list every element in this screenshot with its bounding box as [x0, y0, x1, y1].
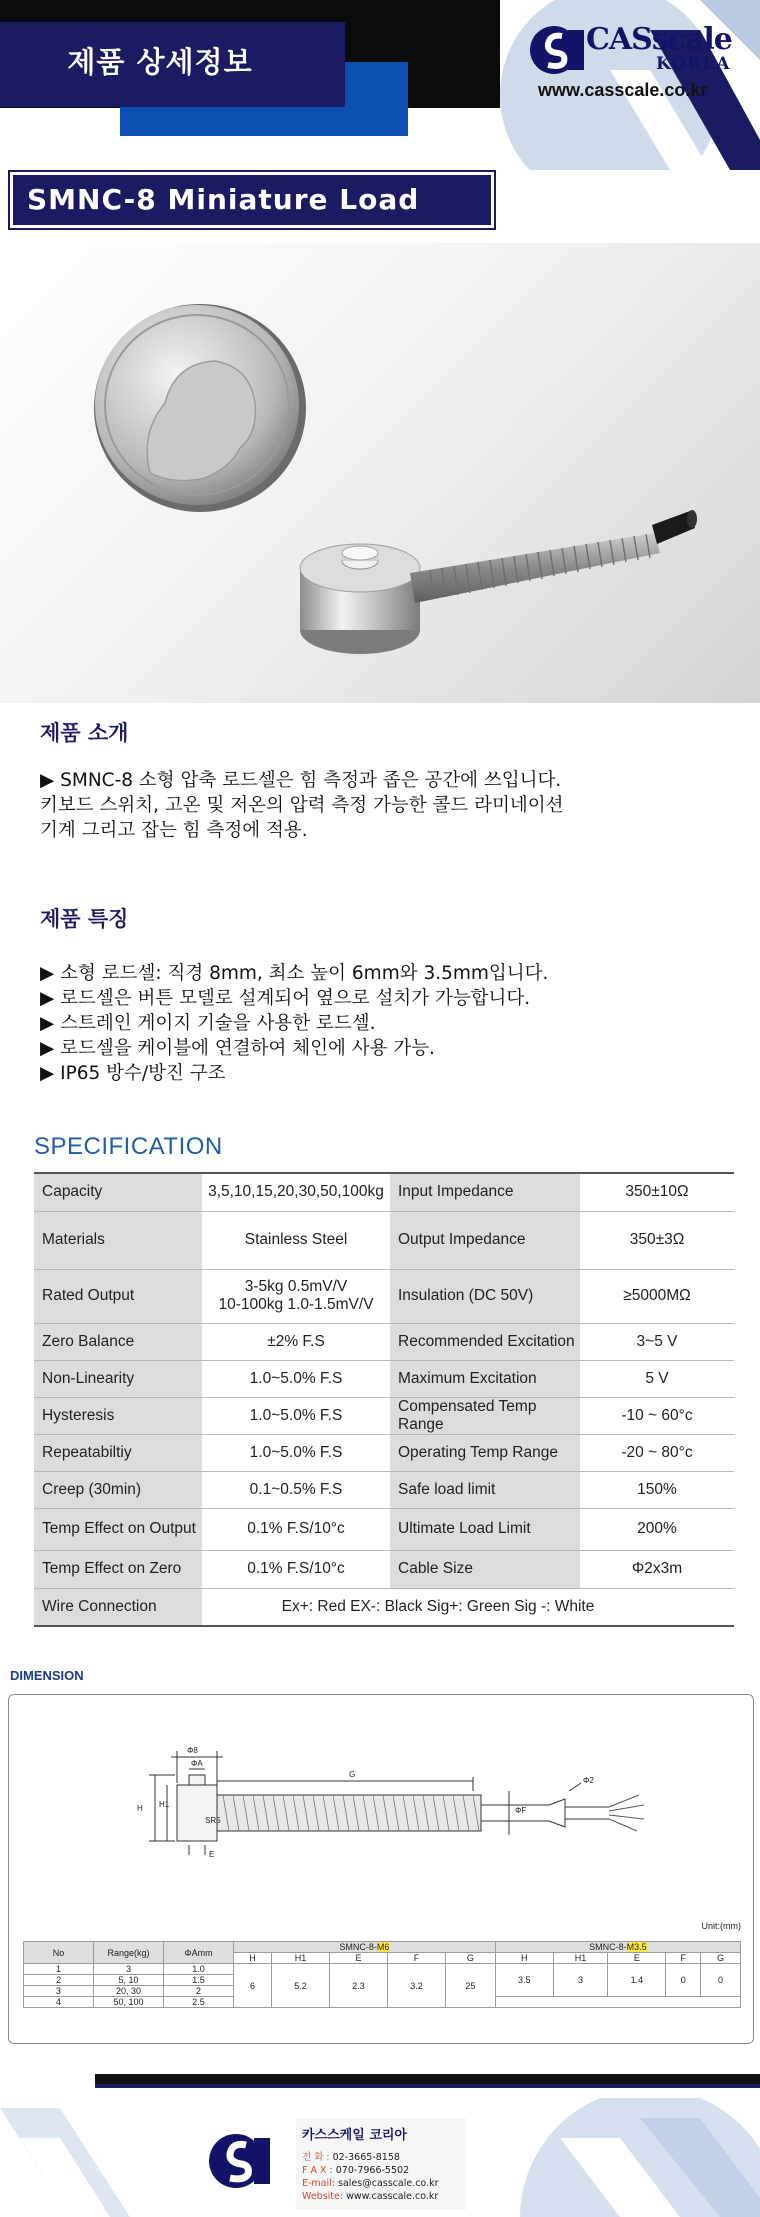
dim-cell: 1.4 [608, 1964, 666, 1997]
dim-cell: 6 [234, 1964, 272, 2008]
table-row [24, 1964, 741, 1975]
footer-cas-logo-icon [208, 2132, 272, 2190]
table-row [24, 1942, 741, 1953]
list-item: ▶ 로드셀은 버튼 모델로 설계되어 옆으로 설치가 가능합니다. [40, 988, 531, 1009]
dim-cell: 1.5 [164, 1975, 234, 1986]
dim-head: Range(kg) [94, 1942, 164, 1964]
dim-head-highlight: M6 [376, 1942, 390, 1952]
spec-value: 200% [580, 1508, 734, 1550]
footer-key: F A X : [302, 2165, 336, 2176]
spec-label: Zero Balance [34, 1323, 202, 1360]
intro-heading: 제품 소개 [40, 721, 129, 745]
spec-value: ±2% F.S [202, 1323, 390, 1360]
spec-label: Rated Output [34, 1269, 202, 1323]
spec-value: 0.1~0.5% F.S [202, 1471, 390, 1508]
product-title: SMNC-8 Miniature Load Cell [13, 175, 491, 225]
spec-label: Materials [34, 1211, 202, 1269]
dim-subhead: E [330, 1953, 388, 1964]
table-row [34, 1323, 734, 1360]
dim-cell: 5.2 [272, 1964, 330, 2008]
intro-line: ▶ SMNC-8 소형 압축 로드셀은 힘 측정과 좁은 공간에 쓰입니다. [40, 770, 562, 791]
spec-heading: SPECIFICATION [34, 1133, 223, 1160]
footer-company: 카스스케일 코리아 [302, 2128, 407, 2143]
list-item: ▶ 스트레인 게이지 기술을 사용한 로드셀. [40, 1013, 376, 1034]
dim-subhead: H [234, 1953, 272, 1964]
spec-value: Stainless Steel [202, 1211, 390, 1269]
spec-label: Operating Temp Range [390, 1434, 580, 1471]
dim-cell: 3 [553, 1964, 608, 1997]
spec-value-wire: Ex+: Red EX-: Black Sig+: Green Sig -: White [202, 1588, 734, 1626]
page-title: 제품 상세정보 [67, 45, 253, 79]
footer-website[interactable] [302, 2190, 460, 2203]
footer-rule-accent [95, 2084, 760, 2088]
spec-value: 0.1% F.S/10°c [202, 1550, 390, 1588]
spec-value: -20 ~ 80°c [580, 1434, 734, 1471]
spec-label: Output Impedance [390, 1211, 580, 1269]
dim-cell: 2.3 [330, 1964, 388, 2008]
spec-value: 3~5 V [580, 1323, 734, 1360]
dim-cell: 50, 100 [94, 1997, 164, 2008]
spec-value: 1.0~5.0% F.S [202, 1434, 390, 1471]
dim-label: Φ2 [583, 1776, 594, 1785]
table-row [34, 1550, 734, 1588]
dim-head-highlight: M3.5 [626, 1942, 647, 1952]
spec-label: Safe load limit [390, 1471, 580, 1508]
footer-email[interactable] [302, 2177, 460, 2190]
dim-head-prefix: SMNC-8- [339, 1942, 377, 1952]
dim-head-m35 [495, 1942, 740, 1953]
spec-label: Temp Effect on Output [34, 1508, 202, 1550]
spec-value [202, 1269, 390, 1323]
spec-label: Temp Effect on Zero [34, 1550, 202, 1588]
spec-value: -10 ~ 60°c [580, 1397, 734, 1434]
dim-cell: 0 [701, 1964, 741, 1997]
list-item: ▶ 로드셀을 케이블에 연결하여 체인에 사용 가능. [40, 1038, 435, 1059]
footer-contact [296, 2118, 466, 2210]
dim-subhead: G [446, 1953, 496, 1964]
dim-label: Φ8 [187, 1746, 198, 1755]
footer-key: E-mail: [302, 2178, 339, 2189]
dim-head-m6 [234, 1942, 496, 1953]
dim-label: H [137, 1804, 143, 1813]
table-row [34, 1269, 734, 1323]
table-row [34, 1434, 734, 1471]
dim-label: H1 [159, 1800, 170, 1809]
footer-rule [95, 2074, 760, 2084]
dim-cell: 3.5 [495, 1964, 553, 1997]
cas-logo-mark-icon [528, 24, 586, 76]
footer-key: 전 화 : [302, 2152, 333, 2163]
dim-subhead: H1 [553, 1953, 608, 1964]
features-list [40, 961, 720, 1086]
spec-value-line: 3-5kg 0.5mV/V [244, 1278, 348, 1295]
cas-logo[interactable] [528, 20, 758, 102]
table-row [34, 1508, 734, 1550]
dimension-panel [8, 1694, 754, 2044]
spec-value: 5 V [580, 1360, 734, 1397]
dim-label: ΦA [191, 1759, 203, 1768]
footer-value: 02-3665-8158 [332, 2152, 400, 2163]
dim-subhead: G [701, 1953, 741, 1964]
footer-value[interactable]: sales@casscale.co.kr [338, 2178, 439, 2189]
dim-subhead: E [608, 1953, 666, 1964]
spec-label: Maximum Excitation [390, 1360, 580, 1397]
dim-cell: 2.5 [164, 1997, 234, 2008]
dim-cell: 3 [24, 1986, 94, 1997]
dim-subhead: F [388, 1953, 446, 1964]
spec-value: 150% [580, 1471, 734, 1508]
spec-label: Cable Size [390, 1550, 580, 1588]
spec-label: Compensated Temp Range [390, 1397, 580, 1434]
dim-label: G [349, 1770, 356, 1779]
spec-value-line: 10-100kg 1.0-1.5mV/V [218, 1296, 374, 1313]
logo-text-korea: KOREA [656, 54, 731, 74]
table-row [34, 1173, 734, 1211]
table-row [34, 1588, 734, 1626]
table-row [34, 1397, 734, 1434]
spec-label: Capacity [34, 1173, 202, 1211]
dim-cell: 3 [94, 1964, 164, 1975]
dim-cell: 20, 30 [94, 1986, 164, 1997]
features-heading: 제품 특징 [40, 907, 129, 931]
dim-cell: 25 [446, 1964, 496, 2008]
dim-cell-empty [495, 1997, 740, 2008]
dim-cell: 3.2 [388, 1964, 446, 2008]
dim-label: SR5 [205, 1816, 221, 1825]
table-row [34, 1360, 734, 1397]
spec-label: Ultimate Load Limit [390, 1508, 580, 1550]
intro-line: 키보드 스위치, 고온 및 저온의 압력 측정 가능한 콜드 라미네이션 [40, 795, 564, 816]
dimension-heading: DIMENSION [10, 1668, 84, 1683]
dim-head: No [24, 1942, 94, 1964]
dimension-drawing [9, 1695, 753, 1921]
dim-cell: 1 [24, 1964, 94, 1975]
dim-cell: 2 [164, 1986, 234, 1997]
footer-value: 070-7966-5502 [335, 2165, 410, 2176]
dim-head: ΦAmm [164, 1942, 234, 1964]
table-row [34, 1471, 734, 1508]
spec-label: Recommended Excitation [390, 1323, 580, 1360]
dim-cell: 5, 10 [94, 1975, 164, 1986]
spec-value: 350±3Ω [580, 1211, 734, 1269]
intro-text [40, 768, 720, 843]
footer-key: Website: [302, 2191, 347, 2202]
dim-subhead: H [495, 1953, 553, 1964]
dim-cell: 1.0 [164, 1964, 234, 1975]
spec-label: Hysteresis [34, 1397, 202, 1434]
dim-label: E [209, 1850, 215, 1859]
dim-cell: 2 [24, 1975, 94, 1986]
dim-label: ΦF [515, 1806, 527, 1815]
footer-fax [302, 2164, 460, 2177]
dim-subhead: H1 [272, 1953, 330, 1964]
footer-value[interactable]: www.casscale.co.kr [346, 2191, 439, 2202]
dimension-unit: Unit:(mm) [701, 1921, 741, 1931]
spec-label: Creep (30min) [34, 1471, 202, 1508]
product-photo [0, 243, 760, 703]
spec-value: 1.0~5.0% F.S [202, 1397, 390, 1434]
spec-value: 0.1% F.S/10°c [202, 1508, 390, 1550]
spec-label: Non-Linearity [34, 1360, 202, 1397]
dim-head-prefix: SMNC-8- [589, 1942, 627, 1952]
logo-text-casscale: CASscale [586, 22, 732, 57]
footer-phone [302, 2151, 460, 2164]
spec-label: Repeatabiltiy [34, 1434, 202, 1471]
spec-value: 3,5,10,15,20,30,50,100kg [202, 1173, 390, 1211]
spec-table [34, 1172, 734, 1627]
product-title-frame [8, 170, 496, 266]
spec-value: Φ2x3m [580, 1550, 734, 1588]
dim-subhead: F [666, 1953, 701, 1964]
spec-label: Insulation (DC 50V) [390, 1269, 580, 1323]
spec-label: Input Impedance [390, 1173, 580, 1211]
spec-value: 1.0~5.0% F.S [202, 1360, 390, 1397]
list-item: ▶ 소형 로드셀: 직경 8mm, 최소 높이 6mm와 3.5mm입니다. [40, 963, 549, 984]
dim-cell: 0 [666, 1964, 701, 1997]
table-row [34, 1211, 734, 1269]
website-url[interactable]: www.casscale.co.kr [538, 80, 708, 100]
spec-value: 350±10Ω [580, 1173, 734, 1211]
dim-cell: 4 [24, 1997, 94, 2008]
intro-line: 기계 그리고 잡는 힘 측정에 적용. [40, 820, 308, 841]
spec-label: Wire Connection [34, 1588, 202, 1626]
spec-value: ≥5000MΩ [580, 1269, 734, 1323]
list-item: ▶ IP65 방수/방진 구조 [40, 1063, 226, 1084]
dimension-table [23, 1941, 741, 2008]
